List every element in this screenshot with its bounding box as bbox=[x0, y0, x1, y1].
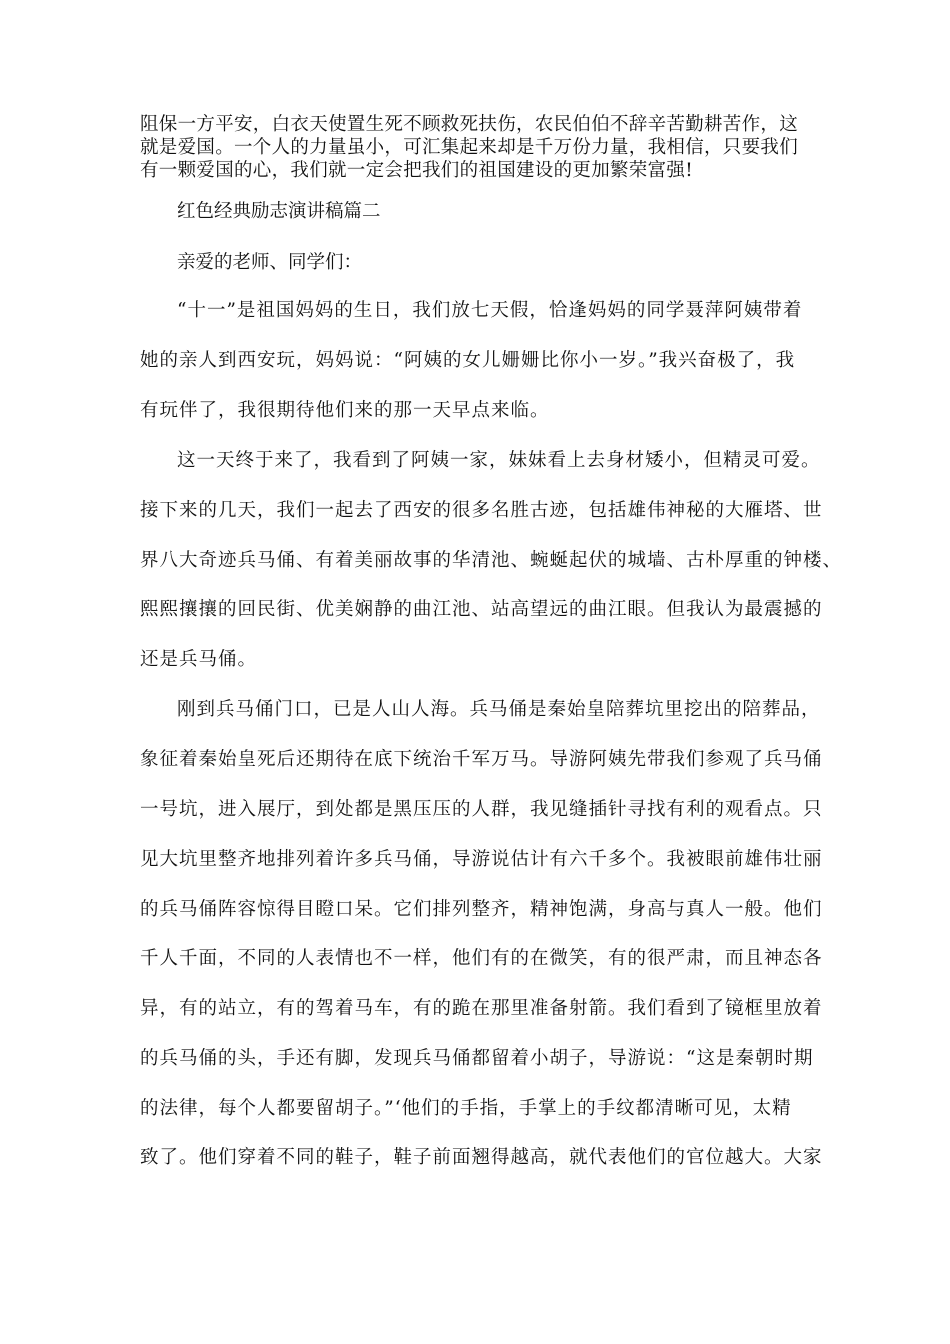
paragraph-line: 熙熙攘攘的回民街、优美娴静的曲江池、站高望远的曲江眼。但我认为最震撼的 bbox=[140, 599, 823, 620]
paragraph-line: 一号坑，进入展厅，到处都是黑压压的人群，我见缝插针寻找有利的观看点。只 bbox=[140, 799, 823, 820]
paragraph-line: 这一天终于来了，我看到了阿姨一家，妹妹看上去身材矮小，但精灵可爱。 bbox=[177, 450, 821, 471]
paragraph-line: 还是兵马俑。 bbox=[140, 649, 258, 670]
paragraph-line: 界八大奇迹兵马俑、有着美丽故事的华清池、蜿蜒起伏的城墙、古朴厚重的钟楼、 bbox=[140, 550, 843, 571]
paragraph-line: 致了。他们穿着不同的鞋子，鞋子前面翘得越高，就代表他们的官位越大。大家 bbox=[140, 1147, 823, 1168]
paragraph-line: 异，有的站立，有的驾着马车，有的跪在那里准备射箭。我们看到了镜框里放着 bbox=[140, 998, 823, 1019]
paragraph-line: 接下来的几天，我们一起去了西安的很多名胜古迹，包括雄伟神秘的大雁塔、世 bbox=[140, 500, 823, 521]
paragraph-line: 有玩伴了，我很期待他们来的那一天早点来临。 bbox=[140, 400, 550, 421]
paragraph-line: 的兵马俑的头，手还有脚，发现兵马俑都留着小胡子，导游说：“这是秦朝时期 bbox=[140, 1048, 814, 1069]
intro-line: 有一颗爱国的心，我们就一定会把我们的祖国建设的更加繁荣富强! bbox=[140, 160, 693, 181]
section-heading: 红色经典励志演讲稿篇二 bbox=[177, 201, 381, 222]
paragraph-line: 的法律，每个人都要留胡子。”‘他们的手指，手掌上的手纹都清晰可见，太精 bbox=[140, 1098, 792, 1119]
intro-line: 阻保一方平安，白衣天使置生死不顾救死扶伤，农民伯伯不辞辛苦勤耕苦作，这 bbox=[140, 114, 799, 135]
intro-line: 就是爱国。一个人的力量虽小，可汇集起来却是千万份力量，我相信，只要我们 bbox=[140, 137, 799, 158]
paragraph-line: 她的亲人到西安玩，妈妈说：“阿姨的女儿姗姗比你小一岁。”我兴奋极了，我 bbox=[140, 350, 796, 371]
greeting: 亲爱的老师、同学们： bbox=[177, 252, 363, 273]
paragraph-line: 象征着秦始皇死后还期待在底下统治千军万马。导游阿姨先带我们参观了兵马俑 bbox=[140, 749, 823, 770]
paragraph-line: 的兵马俑阵容惊得目瞪口呆。它们排列整齐，精神饱满，身高与真人一般。他们 bbox=[140, 899, 823, 920]
paragraph-line: 刚到兵马俑门口，已是人山人海。兵马俑是秦始皇陪葬坑里挖出的陪葬品， bbox=[177, 699, 821, 720]
paragraph-line: 见大坑里整齐地排列着许多兵马俑，导游说估计有六千多个。我被眼前雄伟壮丽 bbox=[140, 849, 823, 870]
paragraph-line: 千人千面，不同的人表情也不一样，他们有的在微笑，有的很严肃，而且神态各 bbox=[140, 948, 823, 969]
paragraph-line: “十一”是祖国妈妈的生日，我们放七天假，恰逢妈妈的同学聂萍阿姨带着 bbox=[177, 300, 803, 321]
